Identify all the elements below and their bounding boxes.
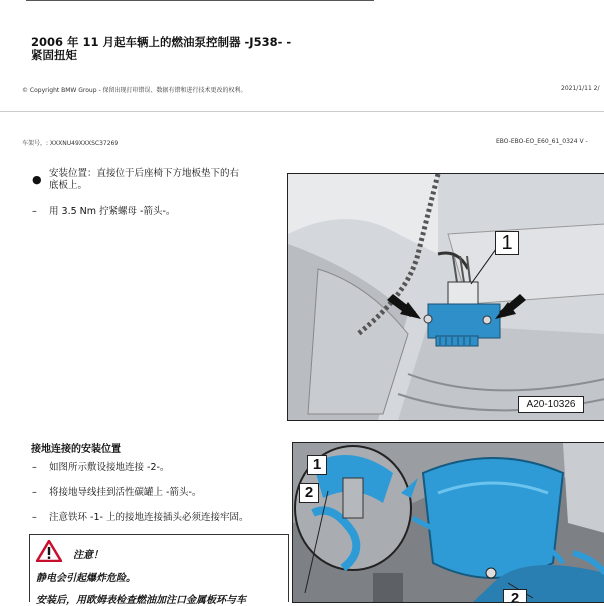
page-title: [31, 36, 291, 62]
vin-text: 车架号，: XXXNU49XXXSC37269: [22, 140, 119, 147]
figure-2-label-2b: 2: [503, 589, 527, 603]
section-2-heading: 接地连接的安装位置: [31, 444, 121, 455]
ground-step-2: 将接地导线挂到活性碳罐上 -箭头-。: [49, 487, 202, 498]
header-separator: [0, 111, 604, 112]
figure-1-label-1: 1: [495, 231, 519, 255]
dash-icon: –: [32, 462, 37, 473]
copyright-text: © Copyright BMW Group - 保留出现打印错误、数据有错和进行技术更改的权利。: [22, 87, 247, 94]
bullet-icon: ●: [32, 173, 42, 186]
warning-line-2: 安装后，用欧姆表检查燃油加注口金属板环与车: [36, 595, 246, 606]
document-code: EBO-EBO-EO_E60_61_0324 V -: [496, 138, 588, 145]
date-page: 2021/1/11 2/: [561, 85, 600, 92]
figure-2-label-2: 2: [299, 483, 319, 503]
install-location-text: [49, 168, 284, 192]
figure-1-code: A20-10326: [518, 396, 584, 413]
ground-step-3: 注意铁环 -1- 上的接地连接插头必须连接牢固。: [49, 512, 249, 523]
install-location-line-2: 底板上。: [49, 180, 88, 191]
warning-title: 注意！: [73, 550, 103, 561]
page-title-line-1: 2006 年 11 月起车辆上的燃油泵控制器 -J538- -: [31, 35, 292, 49]
dash-icon: –: [32, 512, 37, 523]
dash-icon: –: [32, 487, 37, 498]
warning-triangle-icon: [36, 540, 62, 562]
warning-line-1: 静电会引起爆炸危险。: [36, 573, 136, 584]
figure-2-illustration: [293, 443, 604, 602]
install-location-line-1: 安装位置：直接位于后座椅下方地板垫下的右: [49, 168, 240, 179]
torque-step: 用 3.5 Nm 拧紧螺母 -箭头-。: [49, 206, 176, 217]
page-title-line-2: 紧固扭矩: [31, 48, 77, 62]
top-rule: [26, 0, 374, 1]
figure-fuel-pump-controller: [287, 173, 604, 421]
dash-icon: –: [32, 206, 37, 217]
figure-2-label-1: 1: [307, 455, 327, 475]
figure-1-illustration: [288, 174, 604, 420]
ground-step-1: 如图所示敷设接地连接 -2-。: [49, 462, 170, 473]
figure-ground-connection: [292, 442, 604, 603]
